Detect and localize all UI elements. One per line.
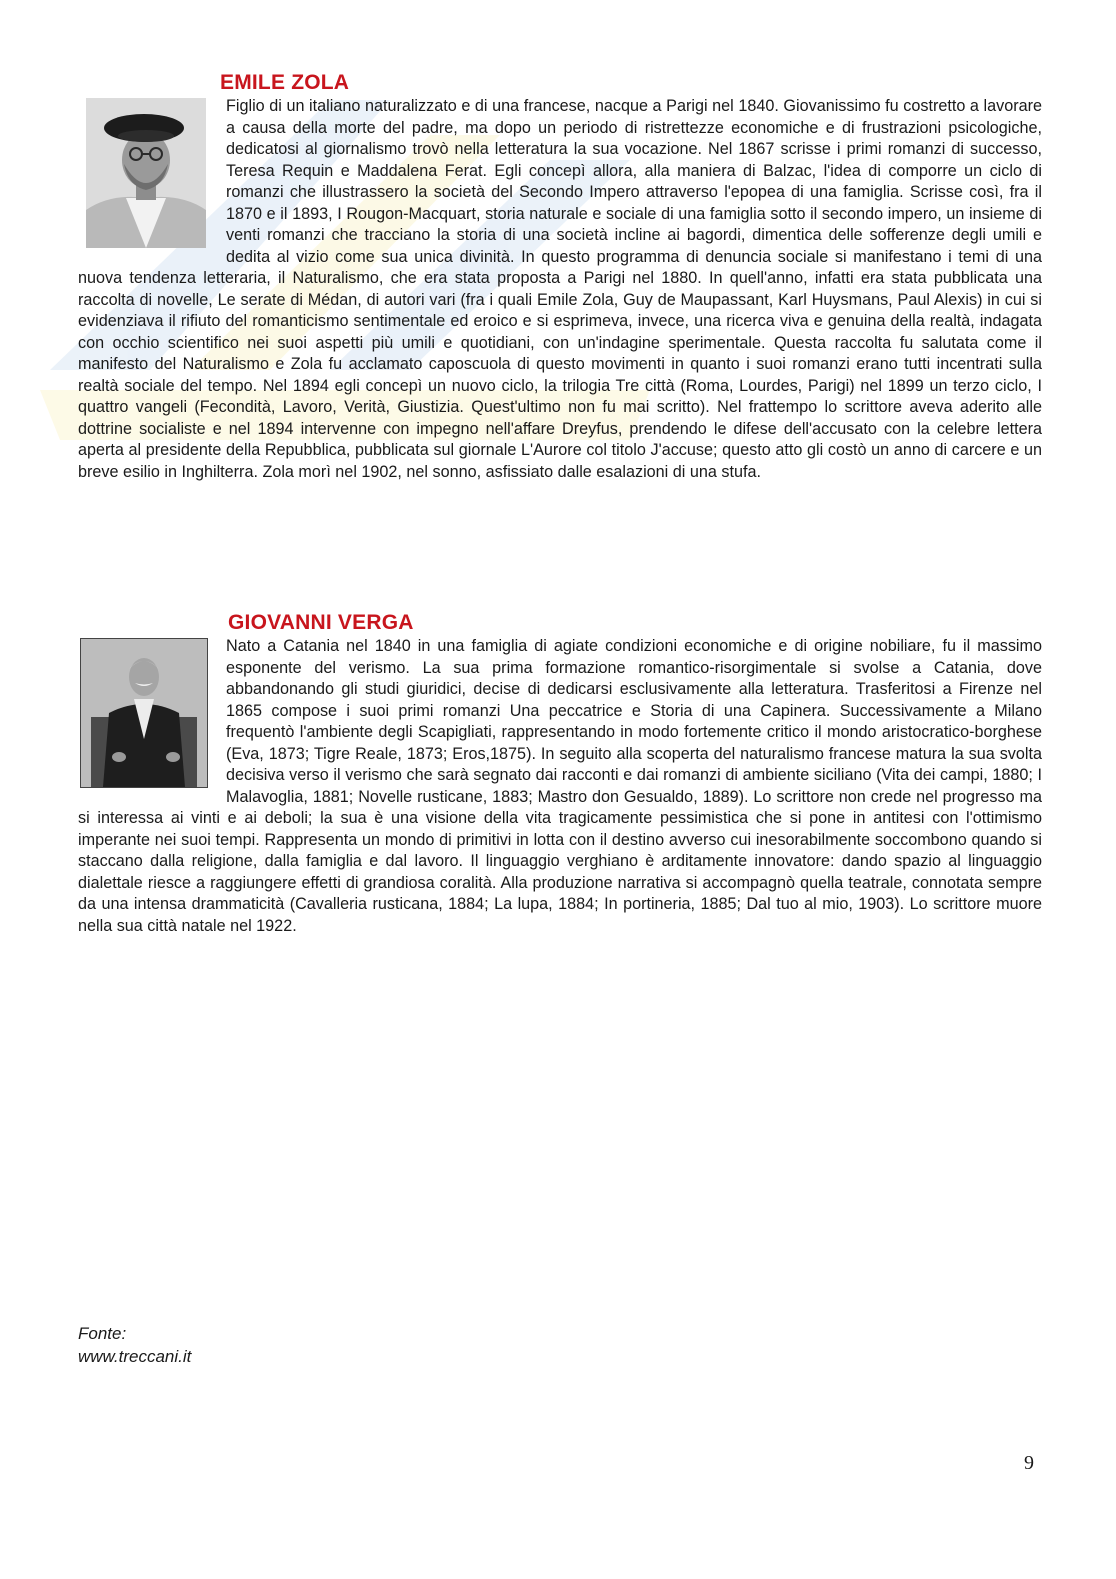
portrait-photo-icon xyxy=(86,98,206,248)
portrait-photo-icon xyxy=(80,638,208,788)
section-verga xyxy=(78,610,1042,937)
section-title: GIOVANNI VERGA xyxy=(228,611,414,634)
section-bio xyxy=(78,96,1042,483)
source-label: Fonte: xyxy=(78,1324,127,1343)
section-zola xyxy=(78,70,1042,483)
section-bio xyxy=(78,636,1042,937)
source-url: www.treccani.it xyxy=(78,1347,192,1366)
page-number: 9 xyxy=(1024,1452,1034,1474)
bio-text: Figlio di un italiano naturalizzato e di una francese, nacque a Parigi nel 1840. Giovanissimo fu costretto a lavorare a causa della morte del padre, ma dopo un periodo di ristrettezze economiche e di frustrazioni psicologiche, dedicatosi al giornalismo trovò nella letteratura la sua vocazione. Nel 1867 scrisse i primi romanzi di successo, Teresa Requin e Maddalena Ferat. Egli concepì allora, alla maniera di Balzac, l'idea di comporre un ciclo di romanzi che illustrassero la società del Secondo Impero attraverso l'epopea di una famiglia. Scrisse così, fra il 1870 e il 1893, I Rougon-Macquart, storia naturale e sociale di una famiglia sotto il secondo impero, un insieme di venti romanzi che tracciano la storia di una società incline ai bagordi, dimentica delle sofferenze degli umili e dedita al vizio come sua unica divinità. In questo programma di denuncia sociale si manifestano i temi di una nuova tendenza letteraria, il Naturalismo, che era stata proposta a Parigi nel 1880. In quell'anno, infatti era stata pubblicata una raccolta di novelle, Le serate di Médan, di autori vari (fra i quali Emile Zola, Guy de Maupassant, Karl Huysmans, Paul Alexis) in cui si evidenziava il rifiuto del romanticismo sentimentale ed eroico e si esprimeva, invece, una ricerca viva e genuina della realtà, indagata con occhio scientifico nei suoi aspetti più umili e quotidiani, con un'indagine sperimentale. Questa raccolta fu salutata come il manifesto del Naturalismo e Zola fu acclamato caposcuola di questo movimenti in quanto i suoi romanzi erano tutti incentrati sulla realtà sociale del tempo. Nel 1894 egli concepì un nuovo ciclo, la trilogia Tre città (Roma, Lourdes, Parigi) nel 1899 un terzo ciclo, I quattro vangeli (Fecondità, Lavoro, Verità, Giustizia. Quest'ultimo non fu mai scritto). Nel frattempo lo scrittore aveva aderito alle dottrine socialiste e nel 1894 intervenne con impegno nell'affare Dreyfus, prendendo le difese dell'accusato con la celebre lettera aperta al presidente della Repubblica, pubblicata sul giornale L'Aurore col titolo J'accuse; questo atto gli costò un anno di carcere e un breve esilio in Inghilterra. Zola morì nel 1902, nel sonno, asfissiato dalle esalazioni di una stufa. xyxy=(78,97,1042,481)
bio-text: Nato a Catania nel 1840 in una famiglia di agiate condizioni economiche e di origine nobiliare, fu il massimo esponente del verismo. La sua prima formazione romantico-risorgimentale si svolse a Catania, dove abbandonando gli studi giuridici, decise di dedicarsi esclusivamente alla letteratura. Trasferitosi a Firenze nel 1865 compose i suoi primi romanzi Una peccatrice e Storia di una Capinera. Successivamente a Milano frequentò l'ambiente degli Scapigliati, rappresentando in modo fortemente critico il mondo aristocratico-borghese (Eva, 1873; Tigre Reale, 1873; Eros,1875). In seguito alla scoperta del naturalismo francese matura la sua svolta decisiva verso il verismo che sarà segnato dai racconti e dai romanzi di ambiente siciliano (Vita dei campi, 1880; I Malavoglia, 1881; Novelle rusticane, 1883; Mastro don Gesualdo, 1889). Lo scrittore non crede nel progresso ma si interessa ai vinti e ai deboli; la sua è una visione della vita tragicamente pessimistica che si pone in antitesi con l'ottimismo imperante nei suoi tempi. Rappresenta un mondo di primitivi in lotta con il destino avverso cui inesorabilmente soccombono quando si staccano dalla religione, dalla famiglia e dal lavoro. Il linguaggio verghiano è arditamente innovatore: dando spazio al linguaggio dialettale riesce a raggiungere effetti di grandiosa coralità. Alla produzione narrativa si accompagnò quella teatrale, connotata sempre da una intensa drammaticità (Cavalleria rusticana, 1884; La lupa, 1884; In portineria, 1885; Dal tuo al mio, 1903). Lo scrittore muore nella sua città natale nel 1922. xyxy=(78,637,1042,935)
source-note xyxy=(78,1322,191,1368)
section-title: EMILE ZOLA xyxy=(220,71,350,94)
